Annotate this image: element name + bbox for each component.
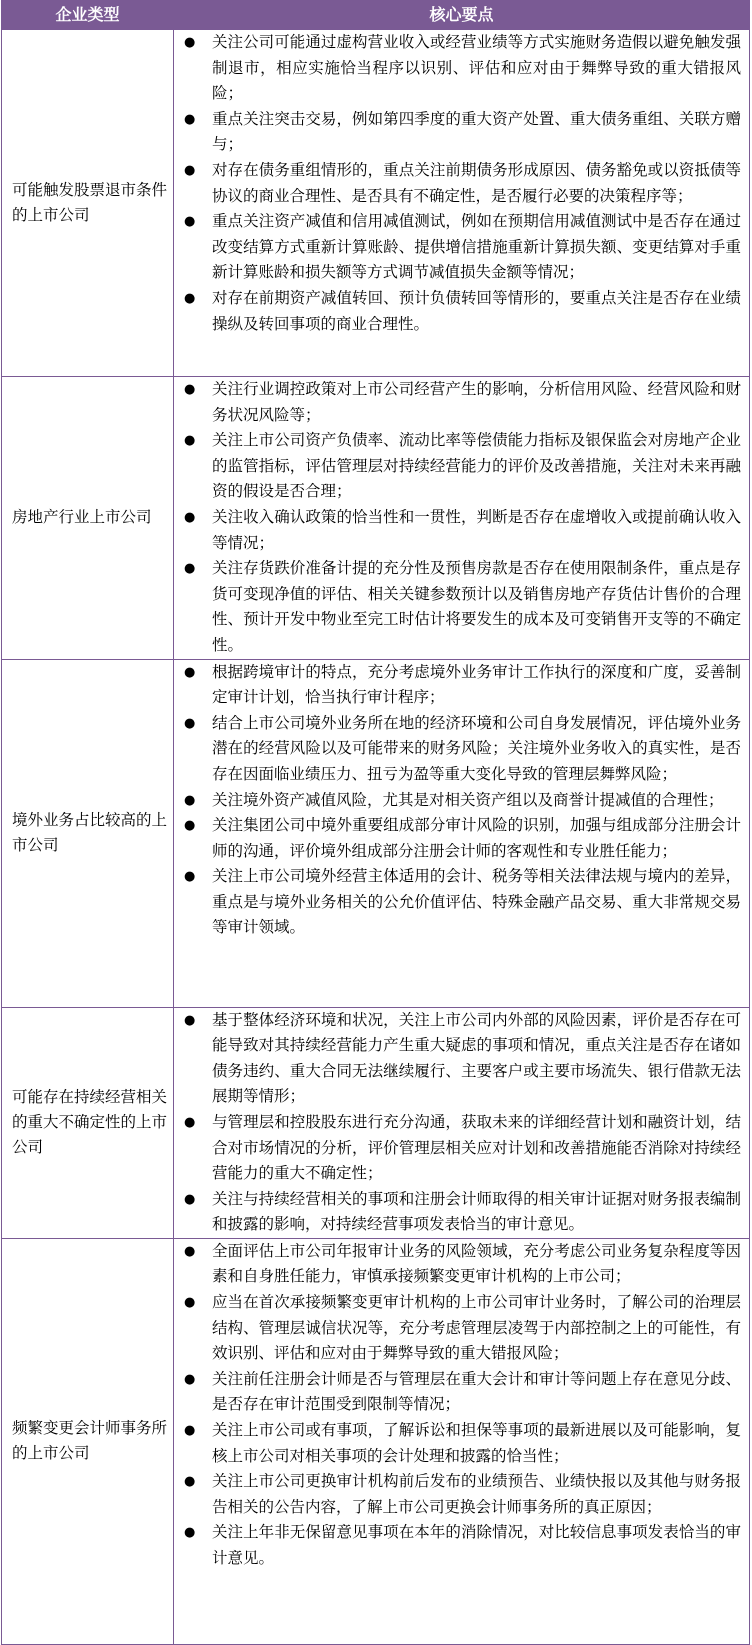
table-body <box>2 30 750 1645</box>
bullet-icon: ● <box>184 1243 196 1259</box>
core-points-cell <box>174 377 750 660</box>
bullet-list <box>174 377 749 659</box>
bullet-list <box>174 1239 749 1572</box>
list-item <box>174 1290 749 1367</box>
bullet-icon: ● <box>184 792 196 808</box>
list-item <box>174 1520 749 1571</box>
list-item <box>174 788 749 814</box>
bullet-icon: ● <box>184 433 196 449</box>
list-item <box>174 1110 749 1187</box>
point-text: 结合上市公司境外业务所在地的经济环境和公司自身发展情况，评估境外业务潜在的经营风险以及可能带来的财务风险；关注境外业务收入的真实性，是否存在因面临业绩压力、扭亏为盈等重大变化导致的管理层舞弊风险； <box>212 713 741 783</box>
bullet-icon: ● <box>184 561 196 577</box>
list-item <box>174 107 749 158</box>
list-item <box>174 660 749 711</box>
core-points-cell <box>174 1238 750 1644</box>
list-item <box>174 377 749 428</box>
header-core-points: 核心要点 <box>174 1 750 30</box>
bullet-icon: ● <box>184 1371 196 1387</box>
bullet-list <box>174 660 749 942</box>
bullet-icon: ● <box>184 715 196 731</box>
list-item <box>174 286 749 337</box>
list-item <box>174 711 749 788</box>
list-item <box>174 158 749 209</box>
bullet-icon: ● <box>184 382 196 397</box>
table-header <box>2 1 750 30</box>
table-row <box>2 1007 750 1238</box>
core-points-cell <box>174 659 750 1007</box>
audit-key-points-table <box>1 0 750 1645</box>
list-item <box>174 505 749 556</box>
core-points-cell <box>174 30 750 377</box>
list-item <box>174 1367 749 1418</box>
point-text: 关注上市公司或有事项，了解诉讼和担保等事项的最新进展以及可能影响，复核上市公司对相关事项的会计处理和披露的恰当性； <box>212 1421 741 1465</box>
enterprise-type-cell: 房地产行业上市公司 <box>2 377 174 660</box>
point-text: 与管理层和控股股东进行充分沟通，获取未来的详细经营计划和融资计划，结合对市场情况的分析，评价管理层相关应对计划和改善措施能否消除对持续经营能力的重大不确定性； <box>212 1112 741 1183</box>
bullet-icon: ● <box>184 1191 196 1207</box>
table-row <box>2 1238 750 1644</box>
point-text: 关注境外资产减值风险，尤其是对相关资产组以及商誉计提减值的合理性； <box>212 790 724 809</box>
enterprise-type-cell: 频繁变更会计师事务所的上市公司 <box>2 1238 174 1644</box>
point-text: 关注上市公司境外经营主体适用的会计、税务等相关法律法规与境内的差异，重点是与境外业务相关的公允价值评估、特殊金融产品交易、重大非常规交易等审计领域。 <box>212 867 741 937</box>
list-item <box>174 209 749 286</box>
bullet-icon: ● <box>184 1525 196 1541</box>
list-item <box>174 428 749 505</box>
list-item <box>174 1469 749 1520</box>
table-row <box>2 377 750 660</box>
list-item <box>174 1187 749 1238</box>
bullet-icon: ● <box>184 1474 196 1490</box>
list-item <box>174 556 749 658</box>
bullet-icon: ● <box>184 214 196 230</box>
point-text: 关注存货跌价准备计提的充分性及预售房款是否存在使用限制条件，重点是存货可变现净值的评估、相关关键参数预计以及销售房地产存货估计售价的合理性、预计开发中物业至完工时估计将要发生的成本及可变销售开支等的不确定性。 <box>212 559 741 654</box>
table-row <box>2 30 750 377</box>
point-text: 关注收入确认政策的恰当性和一贯性，判断是否存在虚增收入或提前确认收入等情况； <box>212 507 741 552</box>
point-text: 重点关注资产减值和信用减值测试，例如在预期信用减值测试中是否存在通过改变结算方式重新计算账龄、提供增信措施重新计算损失额、变更结算对手重新计算账龄和损失额等方式调节减值损失金额等情况； <box>212 212 741 282</box>
point-text: 关注集团公司中境外重要组成部分审计风险的识别，加强与组成部分注册会计师的沟通，评价境外组成部分注册会计师的客观性和专业胜任能力； <box>212 816 741 860</box>
point-text: 关注上市公司更换审计机构前后发布的业绩预告、业绩快报以及其他与财务报告相关的公告内容，了解上市公司更换会计师事务所的真正原因； <box>212 1472 741 1516</box>
core-points-cell <box>174 1007 750 1238</box>
header-enterprise-type: 企业类型 <box>2 1 174 30</box>
bullet-icon: ● <box>184 290 196 306</box>
header-row <box>2 1 750 30</box>
point-text: 基于整体经济环境和状况，关注上市公司内外部的风险因素，评价是否存在可能导致对其持续经营能力产生重大疑虑的事项和情况，重点关注是否存在诸如债务违约、重大合同无法继续履行、主要客户或主要市场流失、银行借款无法展期等情形； <box>212 1010 741 1106</box>
enterprise-type-cell: 境外业务占比较高的上市公司 <box>2 659 174 1007</box>
point-text: 关注前任注册会计师是否与管理层在重大会计和审计等问题上存在意见分歧、是否存在审计范围受到限制等情况； <box>212 1369 741 1414</box>
point-text: 关注上市公司资产负债率、流动比率等偿债能力指标及银保监会对房地产企业的监管指标，评估管理层对持续经营能力的评价及改善措施，关注对未来再融资的假设是否合理； <box>212 431 741 501</box>
list-item <box>174 30 749 107</box>
bullet-list <box>174 1008 749 1238</box>
bullet-icon: ● <box>184 1012 196 1028</box>
point-text: 对存在前期资产减值转回、预计负债转回等情形的，要重点关注是否存在业绩操纵及转回事项的商业合理性。 <box>212 288 741 333</box>
point-text: 应当在首次承接频繁变更审计机构的上市公司审计业务时，了解公司的治理层结构、管理层诚信状况等，充分考虑管理层凌驾于内部控制之上的可能性，有效识别、评估和应对由于舞弊导致的重大错报风险； <box>212 1293 741 1363</box>
bullet-icon: ● <box>184 818 196 834</box>
bullet-icon: ● <box>184 111 196 127</box>
point-text: 关注上年非无保留意见事项在本年的消除情况，对比较信息事项发表恰当的审计意见。 <box>212 1523 741 1567</box>
bullet-icon: ● <box>184 664 196 680</box>
point-text: 关注与持续经营相关的事项和注册会计师取得的相关审计证据对财务报表编制和披露的影响，对持续经营事项发表恰当的审计意见。 <box>212 1189 741 1234</box>
point-text: 根据跨境审计的特点，充分考虑境外业务审计工作执行的深度和广度，妥善制定审计计划，恰当执行审计程序； <box>212 662 741 707</box>
bullet-list <box>174 30 749 337</box>
point-text: 关注公司可能通过虚构营业收入或经营业绩等方式实施财务造假以避免触发强制退市，相应实施恰当程序以识别、评估和应对由于舞弊导致的重大错报风险； <box>212 33 741 103</box>
enterprise-type-cell: 可能存在持续经营相关的重大不确定性的上市公司 <box>2 1007 174 1238</box>
bullet-icon: ● <box>184 869 196 885</box>
list-item <box>174 1239 749 1290</box>
list-item <box>174 864 749 941</box>
bullet-icon: ● <box>184 1423 196 1439</box>
point-text: 关注行业调控政策对上市公司经营产生的影响，分析信用风险、经营风险和财务状况风险等； <box>212 380 741 424</box>
point-text: 重点关注突击交易，例如第四季度的重大资产处置、重大债务重组、关联方赠与； <box>212 109 741 154</box>
bullet-icon: ● <box>184 1295 196 1311</box>
bullet-icon: ● <box>184 35 196 50</box>
list-item <box>174 1008 749 1110</box>
table-row <box>2 659 750 1007</box>
bullet-icon: ● <box>184 1114 196 1130</box>
bullet-icon: ● <box>184 509 196 525</box>
point-text: 全面评估上市公司年报审计业务的风险领域，充分考虑公司业务复杂程度等因素和自身胜任能力，审慎承接频繁变更审计机构的上市公司； <box>212 1241 741 1286</box>
list-item <box>174 813 749 864</box>
bullet-icon: ● <box>184 162 196 178</box>
point-text: 对存在债务重组情形的，重点关注前期债务形成原因、债务豁免或以资抵债等协议的商业合理性、是否具有不确定性，是否履行必要的决策程序等； <box>212 160 741 205</box>
list-item <box>174 1418 749 1469</box>
enterprise-type-cell: 可能触发股票退市条件的上市公司 <box>2 30 174 377</box>
